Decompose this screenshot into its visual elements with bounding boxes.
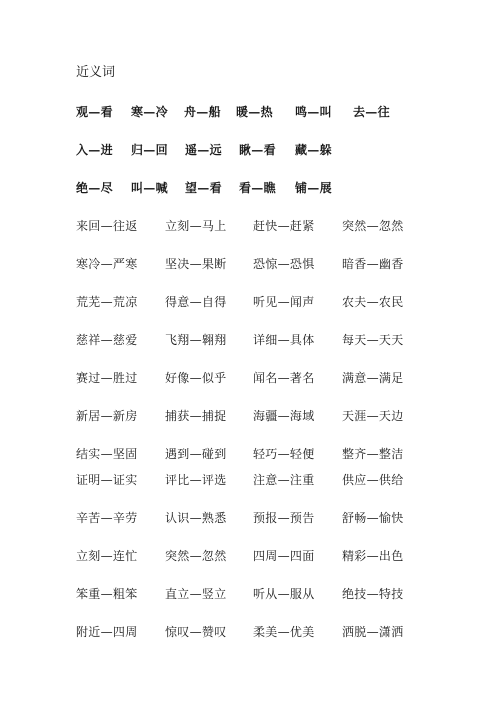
synonym-row xyxy=(76,369,476,387)
synonym-pair: 藏—躲 xyxy=(295,143,332,157)
synonym-pair: 归—回 xyxy=(131,143,168,157)
synonym-pair: 坚决—果断 xyxy=(165,257,227,271)
synonym-pair: 好像—似乎 xyxy=(165,371,227,385)
synonym-pair: 绝—尽 xyxy=(76,181,113,195)
synonym-row xyxy=(76,179,476,197)
synonym-pair: 精彩—出色 xyxy=(342,549,404,563)
synonym-pair: 结实—坚固 xyxy=(76,447,138,461)
synonym-pair: 寒—冷 xyxy=(131,105,168,119)
synonym-pair: 天涯—天边 xyxy=(342,409,404,423)
synonym-pair: 舒畅—愉快 xyxy=(342,511,404,525)
synonym-pair: 证明—证实 xyxy=(76,473,138,487)
synonym-pair: 舟—船 xyxy=(184,105,221,119)
synonym-pair: 听从—服从 xyxy=(253,587,315,601)
synonym-pair: 认识—熟悉 xyxy=(165,511,227,525)
synonym-pair: 铺—展 xyxy=(295,181,332,195)
synonym-pair: 赛过—胜过 xyxy=(76,371,138,385)
synonym-row xyxy=(76,293,476,311)
synonym-row xyxy=(76,445,476,463)
synonym-row xyxy=(76,103,476,121)
synonym-pair: 洒脱—潇洒 xyxy=(342,625,404,639)
synonym-pair: 立刻—连忙 xyxy=(76,549,138,563)
synonym-row xyxy=(76,509,476,527)
synonym-row xyxy=(76,141,476,159)
synonym-row xyxy=(76,585,476,603)
synonym-pair: 瞅—看 xyxy=(239,143,276,157)
synonym-pair: 详细—具体 xyxy=(253,333,315,347)
synonym-pair: 直立—竖立 xyxy=(165,587,227,601)
synonym-pair: 捕获—捕捉 xyxy=(165,409,227,423)
synonym-pair: 鸣—叫 xyxy=(295,105,332,119)
synonym-pair: 整齐—整洁 xyxy=(342,447,404,461)
synonym-pair: 飞翔—翱翔 xyxy=(165,333,227,347)
synonym-pair: 辛苦—辛劳 xyxy=(76,511,138,525)
synonym-row xyxy=(76,547,476,565)
synonym-pair: 评比—评选 xyxy=(165,473,227,487)
synonym-pair: 遇到—碰到 xyxy=(165,447,227,461)
synonym-pair: 突然—忽然 xyxy=(342,219,404,233)
synonym-pair: 观—看 xyxy=(76,105,113,119)
synonym-pair: 海疆—海域 xyxy=(253,409,315,423)
synonym-row xyxy=(76,217,476,235)
synonym-pair: 赶快—赶紧 xyxy=(253,219,315,233)
synonym-pair: 农夫—农民 xyxy=(342,295,404,309)
synonym-row xyxy=(76,471,476,489)
synonym-pair: 预报—预告 xyxy=(253,511,315,525)
synonym-pair: 每天—天天 xyxy=(342,333,404,347)
synonym-pair: 遥—远 xyxy=(185,143,222,157)
synonym-pair: 附近—四周 xyxy=(76,625,138,639)
section-title: 近义词 xyxy=(76,65,116,80)
synonym-pair: 望—看 xyxy=(185,181,222,195)
synonym-pair: 绝技—特技 xyxy=(342,587,404,601)
synonym-pair: 看—瞧 xyxy=(239,181,276,195)
synonym-pair: 笨重—粗笨 xyxy=(76,587,138,601)
synonym-pair: 闻名—著名 xyxy=(253,371,315,385)
synonym-pair: 恐惊—恐惧 xyxy=(253,257,315,271)
synonym-row xyxy=(76,623,476,641)
synonym-pair: 惊叹—赞叹 xyxy=(165,625,227,639)
synonym-pair: 柔美—优美 xyxy=(253,625,315,639)
synonym-pair: 入—进 xyxy=(76,143,113,157)
synonym-pair: 得意—自得 xyxy=(165,295,227,309)
synonym-pair: 慈祥—慈爱 xyxy=(76,333,138,347)
synonym-row xyxy=(76,407,476,425)
synonym-pair: 突然—忽然 xyxy=(165,549,227,563)
synonym-row xyxy=(76,331,476,349)
synonym-pair: 荒芜—荒凉 xyxy=(76,295,138,309)
synonym-pair: 满意—满足 xyxy=(342,371,404,385)
synonym-pair: 供应—供给 xyxy=(342,473,404,487)
synonym-pair: 四周—四面 xyxy=(253,549,315,563)
synonym-row xyxy=(76,255,476,273)
synonym-pair: 暖—热 xyxy=(236,105,273,119)
synonym-pair: 立刻—马上 xyxy=(165,219,227,233)
synonym-pair: 暗香—幽香 xyxy=(342,257,404,271)
synonym-pair: 去—往 xyxy=(353,105,390,119)
synonym-pair: 来回—往返 xyxy=(76,219,138,233)
synonym-pair: 听见—闻声 xyxy=(253,295,315,309)
synonym-pair: 轻巧—轻便 xyxy=(253,447,315,461)
synonym-pair: 寒冷—严寒 xyxy=(76,257,138,271)
synonym-pair: 叫—喊 xyxy=(131,181,168,195)
synonym-pair: 新居—新房 xyxy=(76,409,138,423)
synonym-pair: 注意—注重 xyxy=(253,473,315,487)
